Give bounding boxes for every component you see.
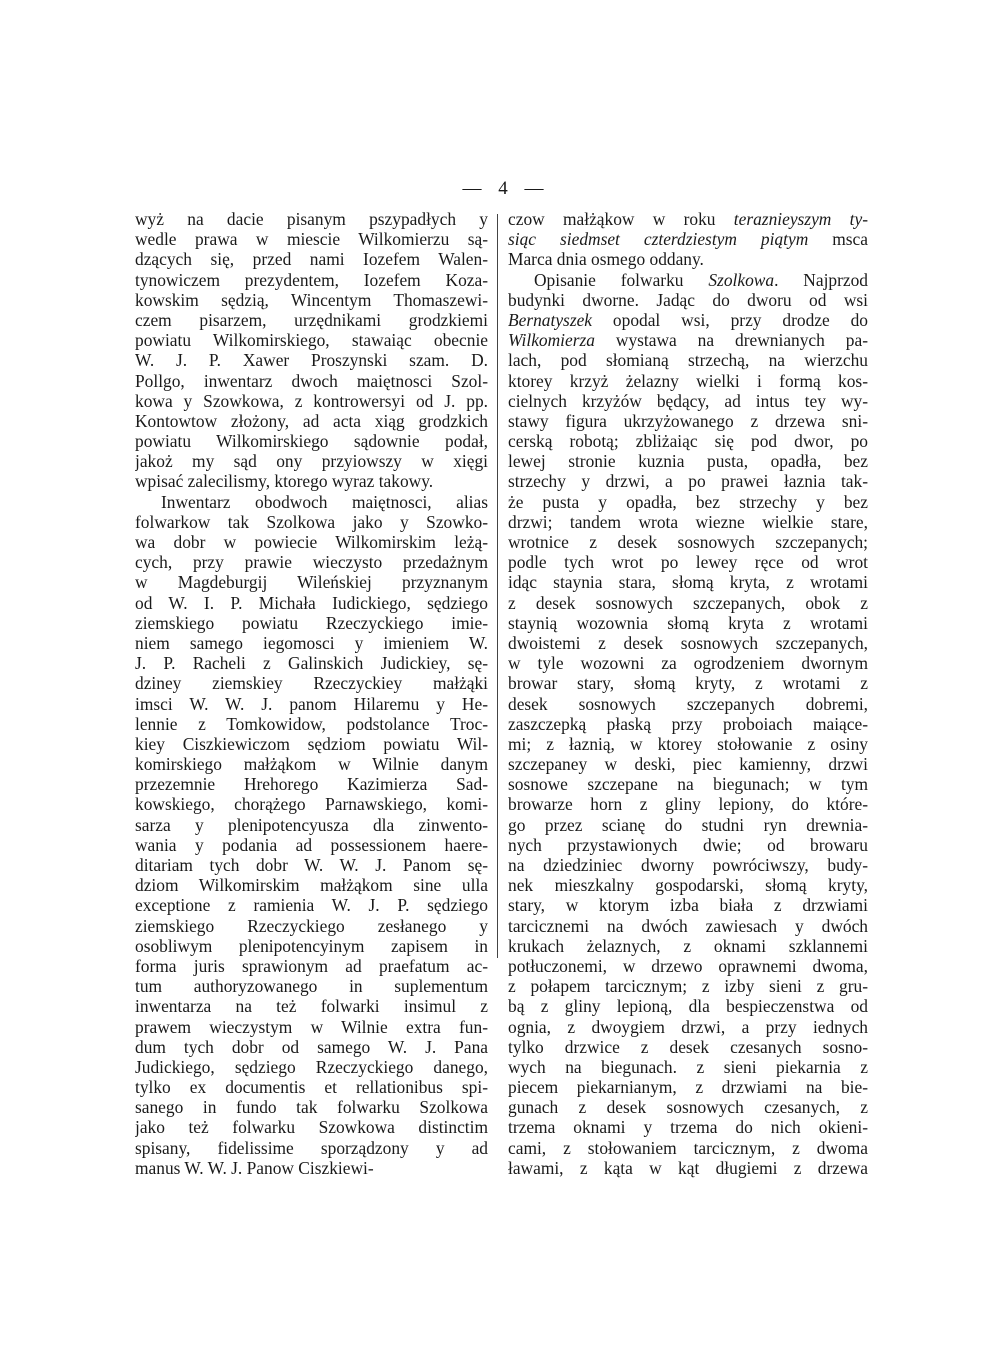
page-number: — 4 — bbox=[462, 178, 550, 199]
text-line: W. J. P. Xawer Proszynski szam. D. bbox=[135, 350, 488, 371]
text-line: cielnych krzyżów będący, ad intus tey wy- bbox=[508, 390, 868, 411]
text-line: cami, z stołowaniem tarcicznym, z dwoma bbox=[508, 1137, 868, 1158]
text-line: Kontowtow złożony, ad acta xiąg grodzkich bbox=[135, 410, 488, 431]
text-line: ziemskiego Rzeczyckiego zesłanego y bbox=[135, 915, 488, 936]
text-line: Judickiego, sędziego Rzeczyckiego danego, bbox=[135, 1056, 488, 1077]
text-line: Opisanie folwarku Szolkowa. Najprzod bbox=[534, 269, 868, 290]
text-line: powiatu Wilkomirskiego sądownie podał, bbox=[135, 431, 488, 452]
text-line: z połapem tarcicznym; z izby sieni z gru- bbox=[508, 976, 868, 997]
text-line: inwentarza na też folwarki insimul z bbox=[135, 996, 488, 1017]
text-line: sanego in fundo tak folwarku Szolkowa bbox=[135, 1097, 488, 1118]
text-line: Pollgo, inwentarz dwoch maiętnosci Szol- bbox=[135, 370, 488, 391]
text-line: desek sosnowych szczepanych dobremi, bbox=[508, 693, 868, 714]
text-line bbox=[508, 229, 868, 249]
text-line: wpisać zalecilismy, ktorego wyraz takowy. bbox=[135, 471, 434, 492]
left-column bbox=[135, 209, 488, 1178]
text-line bbox=[508, 209, 868, 229]
column-divider bbox=[497, 214, 498, 958]
text-line: prawem wieczystym w Wilnie extra fun- bbox=[135, 1016, 488, 1037]
italic-word: Wilkomierza bbox=[508, 330, 595, 351]
text-line: ktorey krzyż żelazny wielki i formą kos- bbox=[508, 370, 868, 391]
text-line: bą z gliny lepioną, dla bespieczenstwa od bbox=[508, 996, 868, 1017]
text-line: sosnowe szczepane na biegunach; w tym bbox=[508, 774, 868, 795]
text-line: idąc staynia stara, słomą kryta, z wrotami bbox=[508, 572, 868, 593]
text-line: ditariam tych dobr W. W. J. Panom sę- bbox=[135, 855, 488, 875]
text-line: nek mieszkalny gospodarski, słomą kryty, bbox=[508, 875, 868, 896]
text-line: potłuczonemi, w drzewo oprawnemi dwoma, bbox=[508, 955, 868, 976]
text-line: dziney ziemskiey Rzeczyckiey małżąki bbox=[135, 673, 488, 694]
text-line: ziemskiego powiatu Rzeczyckiego imie- bbox=[135, 612, 488, 633]
text-line: od W. I. P. Michała Iudickiego, sędziego bbox=[135, 592, 488, 613]
text-line: czem pisarzem, urzędnikami grodzkiemi bbox=[135, 309, 488, 330]
text-line: wania y podania ad possessionem haere- bbox=[135, 834, 488, 855]
text-line: że pusta y opadła, bez strzechy y bez bbox=[508, 491, 868, 512]
text-line: w Magdeburgij Wileńskiej przyznanym bbox=[135, 572, 488, 593]
text-line: lewej stronie kuznia pusta, opadła, bez bbox=[508, 451, 868, 472]
text-line: sarza y plenipotencyusza dla zinwento- bbox=[135, 814, 488, 835]
text-line: browar stary, słomą kryty, z wrotami z bbox=[508, 673, 868, 694]
text-line: wych na biegunach. z sieni piekarnia z bbox=[508, 1056, 868, 1077]
text-line: ławami, z kąta w kąt długiemi z drzewa bbox=[508, 1157, 868, 1178]
text-line: strzechy y drzwi, a po prawei łaznia tak- bbox=[508, 471, 868, 492]
text-line: exceptione z ramienia W. J. P. sędziego bbox=[135, 895, 488, 916]
right-column bbox=[508, 209, 868, 1178]
text-line: lach, pod słomianą strzechą, na wierzchu bbox=[508, 350, 868, 371]
text-line: wa dobr w powiecie Wilkomirskim leżą- bbox=[135, 532, 488, 552]
text-line: jakoż my sąd ony przyiowszy w xięgi bbox=[135, 451, 488, 472]
text-line: J. P. Racheli z Galinskich Judickiey, sę- bbox=[135, 653, 488, 674]
text-line: dum tych dobr od samego W. J. Pana bbox=[135, 1036, 488, 1057]
text-line: manus W. W. J. Panow Ciszkiewi- bbox=[135, 1157, 374, 1178]
italic-word: Szolkowa bbox=[708, 269, 775, 290]
text-line: dzących się, przed nami Iozefem Walen- bbox=[135, 249, 488, 270]
text-segment: czow małżąkow w roku bbox=[508, 209, 734, 229]
text-line: Wilkomierza wystawa na drewnianych pa- bbox=[508, 330, 868, 351]
text-line: Marca dnia osmego oddany. bbox=[508, 249, 704, 270]
text-line: trzema oknami y trzema do nich okieni- bbox=[508, 1117, 868, 1138]
text-line: forma juris sprawionym ad praefatum ac- bbox=[135, 955, 488, 976]
text-line: staynią wozownia słomą kryta z wrotami bbox=[508, 612, 868, 633]
italic-phrase: siąc siedmset czterdziestym piątym bbox=[508, 229, 809, 250]
text-line: wedle prawa w miescie Wilkomierzu są- bbox=[135, 229, 488, 250]
text-line: go przez scianę do studni ryn drewnia- bbox=[508, 814, 868, 835]
text-line: szczepaney w deski, piec kamienny, drzwi bbox=[508, 754, 868, 775]
text-line: komirskiego małżąkom w Wilnie danym bbox=[135, 754, 488, 775]
text-line: lennie z Tomkowidow, podstolance Troc- bbox=[135, 713, 488, 734]
italic-word: Bernatyszek bbox=[508, 309, 593, 330]
text-line: w tyle wozowni za ogrodzeniem dwornym bbox=[508, 653, 868, 674]
text-line: powiatu Wilkomirskiego, stawaiąc obecnie bbox=[135, 330, 488, 351]
text-line: budynki dworne. Jadąc do dworu od wsi bbox=[508, 289, 868, 310]
text-line: Bernatyszek opodal wsi, przy drodze do bbox=[508, 309, 868, 330]
text-line: na dziedziniec dworny powróciwszy, budy- bbox=[508, 855, 868, 875]
text-line: browarze horn z gliny lepiony, do które- bbox=[508, 794, 868, 815]
text-line: tarcicznemi na dwóch zawiesach y dwóch bbox=[508, 915, 868, 936]
text-line: stawy figura ukrzyżowanego z drzewa sni- bbox=[508, 410, 868, 431]
text-line: kowskim sędzią, Wincentym Thomaszewi- bbox=[135, 289, 488, 310]
italic-phrase: teraznieyszym ty- bbox=[733, 209, 868, 229]
text-line: tylko drzwice z desek czesanych sosno- bbox=[508, 1036, 868, 1057]
text-line: Inwentarz obodwoch maiętnosci, alias bbox=[161, 491, 488, 512]
text-line: tynowiczem prezydentem, Iozefem Koza- bbox=[135, 269, 488, 290]
text-line: cerską robotą; zbliżaiąc się pod dwor, po bbox=[508, 431, 868, 452]
text-line: mi; z łaznią, w ktorey stołowanie z osiny bbox=[508, 733, 868, 754]
text-line: wrotnice z desek sosnowych szczepanych; bbox=[508, 532, 868, 552]
text-line: spisany, fidelissime sporządzony y ad bbox=[135, 1137, 488, 1158]
text-line: z desek sosnowych szczepanych, obok z bbox=[508, 592, 868, 613]
text-line: gunach z desek sosnowych czesanych, z bbox=[508, 1097, 868, 1118]
text-line: folwarkow tak Szolkowa jako y Szowko- bbox=[135, 511, 488, 532]
text-line: tylko ex documentis et rellationibus spi- bbox=[135, 1077, 488, 1098]
text-line: piecem piekarnianym, z drzwiami na bie- bbox=[508, 1077, 868, 1098]
text-line: jako też folwarku Szowkowa distinctim bbox=[135, 1117, 488, 1138]
text-line: stary, w ktorym izba biała z drzwiami bbox=[508, 895, 868, 916]
text-line: cych, przy prawie wieczysto przedażnym bbox=[135, 552, 488, 573]
text-line: tum authoryzowanego in suplementum bbox=[135, 976, 488, 997]
text-line: krukach żelaznych, z oknami szklannemi bbox=[508, 935, 868, 956]
text-line: kowskiego, chorążego Parnawskiego, komi- bbox=[135, 794, 488, 815]
text-line: imsci W. W. J. panom Hilaremu y He- bbox=[135, 693, 488, 714]
text-line: podle tych wrot po lewey ręce od wrot bbox=[508, 552, 868, 573]
text-line: osobliwym plenipotencyinym zapisem in bbox=[135, 935, 488, 956]
text-line: przezemnie Hrehorego Kazimierza Sad- bbox=[135, 774, 488, 795]
text-line: dwoistemi z desek sosnowych szczepanych, bbox=[508, 632, 868, 653]
text-line: nych przystawionych dwie; od browaru bbox=[508, 834, 868, 855]
text-line: niem samego iegomosci y imieniem W. bbox=[135, 632, 488, 653]
text-line: drzwi; tandem wrota wiezne wielkie stare, bbox=[508, 511, 868, 532]
text-line: dziom Wilkomirskim małżąkom sine ulla bbox=[135, 875, 488, 896]
text-segment: msca bbox=[808, 229, 868, 250]
text-line: wyż na dacie pisanym pszypadłych y bbox=[135, 209, 488, 229]
text-line: zaszczepką płaską przy proboiach maiące- bbox=[508, 713, 868, 734]
text-line: kiey Ciszkiewiczom sędziom powiatu Wil- bbox=[135, 733, 488, 754]
text-line: kowa y Szowkowa, z kontrowersyi od J. pp. bbox=[135, 390, 488, 411]
text-line: ognia, z dwoygiem drzwi, a przy iednych bbox=[508, 1016, 868, 1037]
